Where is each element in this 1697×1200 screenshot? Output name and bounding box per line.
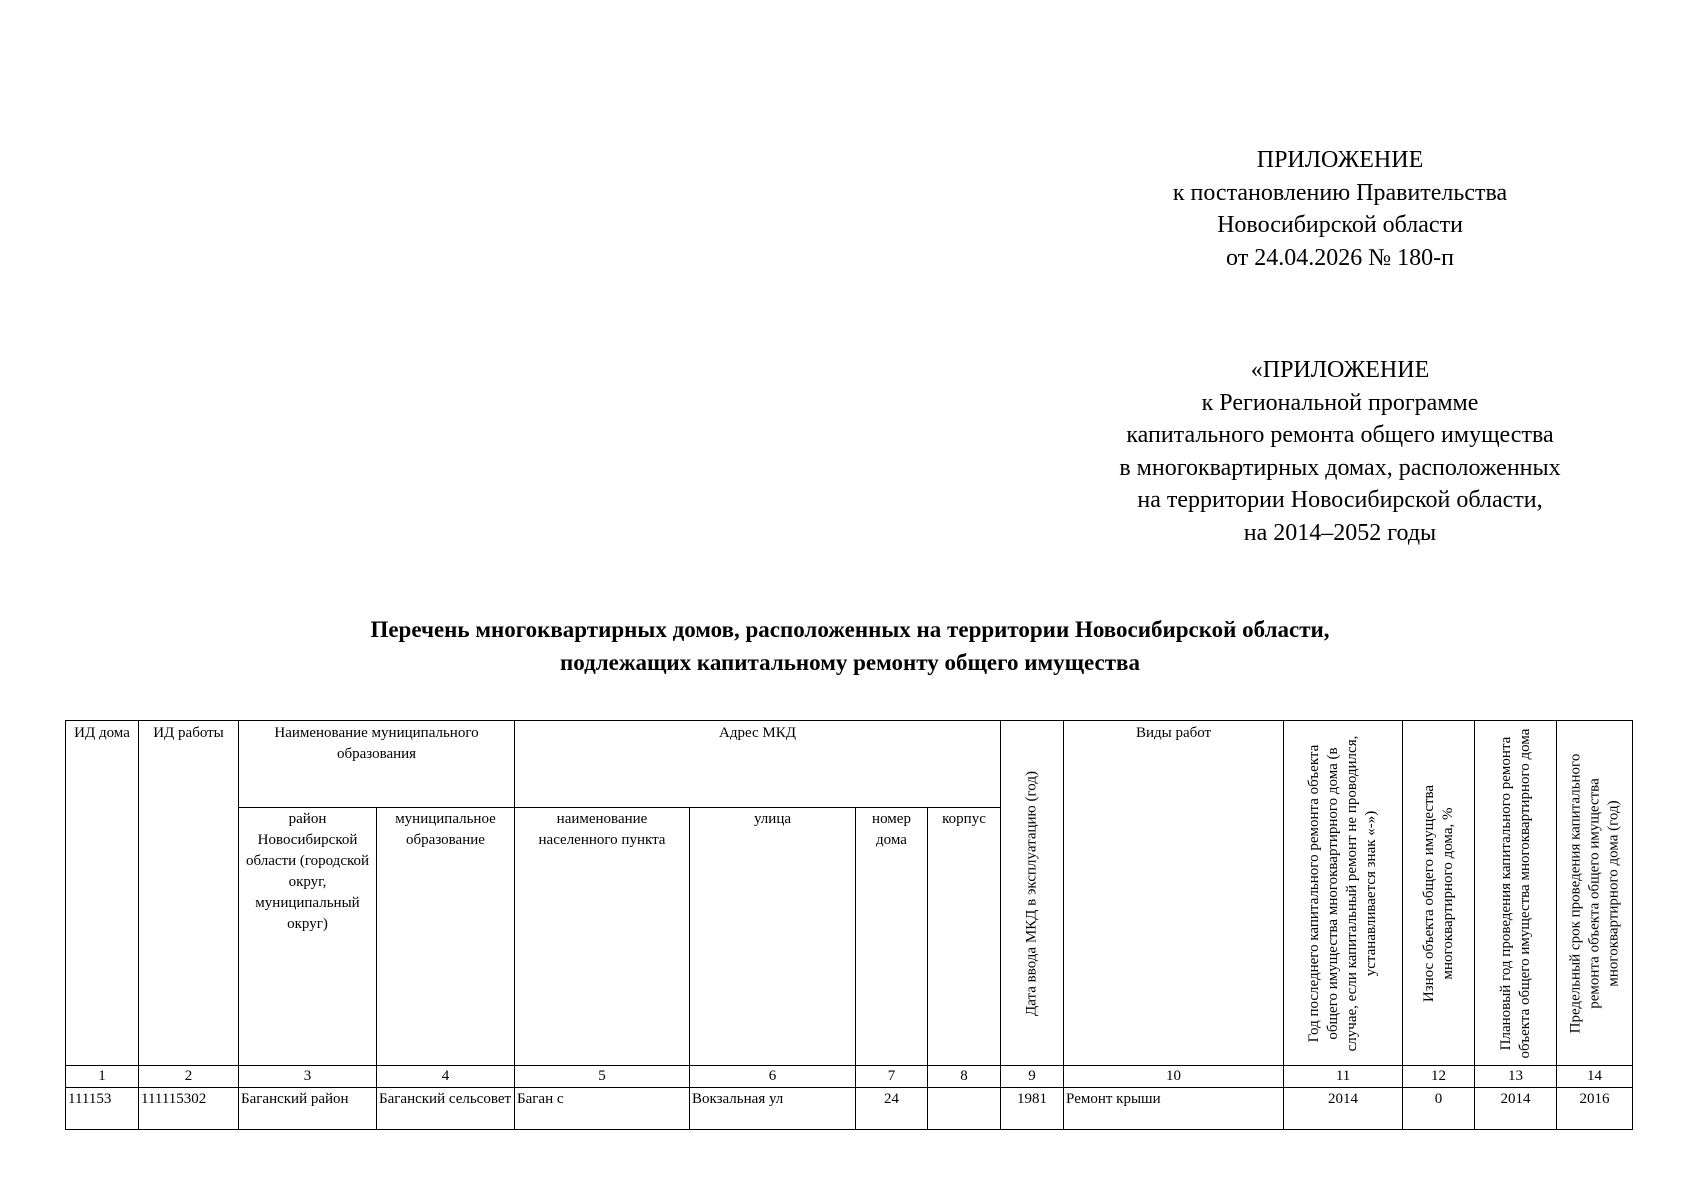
- cell-planned-year: 2014: [1475, 1088, 1557, 1130]
- program-header-line: на территории Новосибирской области,: [1137, 487, 1543, 513]
- approval-header: [1080, 144, 1600, 274]
- cell-work-type: Ремонт крыши: [1064, 1088, 1284, 1130]
- document-title: [150, 613, 1550, 679]
- column-number: 10: [1064, 1066, 1284, 1088]
- column-number: 8: [928, 1066, 1001, 1088]
- header-street: улица: [690, 808, 856, 1066]
- cell-house-id: 111153: [66, 1088, 139, 1130]
- header-deadline: [1557, 721, 1633, 1066]
- header-work-types: Виды работ: [1064, 721, 1284, 1066]
- header-last-repair-year-text: Год последнего капитального ремонта объекта общего имущества многоквартирного дома (в случае, если капитальный ремонт не проводился, устанавливается знак «-»): [1306, 735, 1380, 1052]
- table-row: [66, 1088, 1633, 1130]
- cell-municipality: Баганский сельсовет: [377, 1088, 515, 1130]
- header-commission-date: [1001, 721, 1064, 1066]
- program-header-line: в многоквартирных домах, расположенных: [1119, 454, 1561, 481]
- column-number: 13: [1475, 1066, 1557, 1088]
- cell-last-repair-year: 2014: [1284, 1088, 1403, 1130]
- column-number: 5: [515, 1066, 690, 1088]
- header-wear: [1403, 721, 1475, 1066]
- header-planned-year: [1475, 721, 1557, 1066]
- column-number: 2: [139, 1066, 239, 1088]
- cell-settlement: Баган с: [515, 1088, 690, 1130]
- column-number: 4: [377, 1066, 515, 1088]
- housing-repair-table: [65, 720, 1633, 1130]
- program-header-line: к Региональной программе: [1201, 389, 1479, 416]
- header-deadline-text: Предельный срок проведения капитального ремонта объекта общего имущества многоквартирного дома (год): [1567, 753, 1622, 1034]
- header-last-repair-year: [1284, 721, 1403, 1066]
- header-house-id: ИД дома: [66, 721, 139, 1066]
- column-number-row: [66, 1066, 1633, 1088]
- cell-deadline: 2016: [1557, 1088, 1633, 1130]
- approval-header-line: от 24.04.2026 № 180-п: [1226, 244, 1454, 271]
- program-header: [1080, 354, 1600, 549]
- header-house-number: номер дома: [856, 808, 928, 1066]
- header-row-top: [66, 721, 1633, 808]
- cell-work-id: 111115302: [139, 1088, 239, 1130]
- column-number: 14: [1557, 1066, 1633, 1088]
- cell-wear: 0: [1403, 1088, 1475, 1130]
- program-header-line: капитального ремонта общего имущества: [1126, 422, 1554, 448]
- cell-street: Вокзальная ул: [690, 1088, 856, 1130]
- column-number: 11: [1284, 1066, 1403, 1088]
- header-address-group: Адрес МКД: [515, 721, 1001, 808]
- column-number: 3: [239, 1066, 377, 1088]
- header-planned-year-text: Плановый год проведения капитального ремонта объекта общего имущества многоквартирного дома: [1497, 728, 1533, 1059]
- approval-header-line: Новосибирской области: [1217, 212, 1463, 238]
- approval-header-line: ПРИЛОЖЕНИЕ: [1256, 147, 1424, 173]
- program-header-line: «ПРИЛОЖЕНИЕ: [1250, 357, 1430, 383]
- column-number: 12: [1403, 1066, 1475, 1088]
- document-title-line: подлежащих капитальному ремонту общего имущества: [560, 650, 1140, 675]
- column-number: 6: [690, 1066, 856, 1088]
- header-commission-date-text: Дата ввода МКД в эксплуатацию (год): [1023, 771, 1040, 1016]
- column-number: 7: [856, 1066, 928, 1088]
- cell-house-number: 24: [856, 1088, 928, 1130]
- header-district: район Новосибирской области (городской округ, муниципальный округ): [239, 808, 377, 1066]
- cell-building: [928, 1088, 1001, 1130]
- column-number: 9: [1001, 1066, 1064, 1088]
- header-municipality-group: Наименование муниципального образования: [239, 721, 515, 808]
- header-work-id: ИД работы: [139, 721, 239, 1066]
- approval-header-line: к постановлению Правительства: [1172, 179, 1508, 206]
- header-wear-text: Износ объекта общего имущества многоквартирного дома, %: [1420, 784, 1456, 1003]
- header-building: корпус: [928, 808, 1001, 1066]
- cell-commission-year: 1981: [1001, 1088, 1064, 1130]
- document-title-line: Перечень многоквартирных домов, расположенных на территории Новосибирской области,: [370, 617, 1330, 642]
- header-municipality: муниципальное образование: [377, 808, 515, 1066]
- column-number: 1: [66, 1066, 139, 1088]
- program-header-line: на 2014–2052 годы: [1243, 519, 1437, 546]
- cell-district: Баганский район: [239, 1088, 377, 1130]
- header-settlement: наименование населенного пункта: [515, 808, 690, 1066]
